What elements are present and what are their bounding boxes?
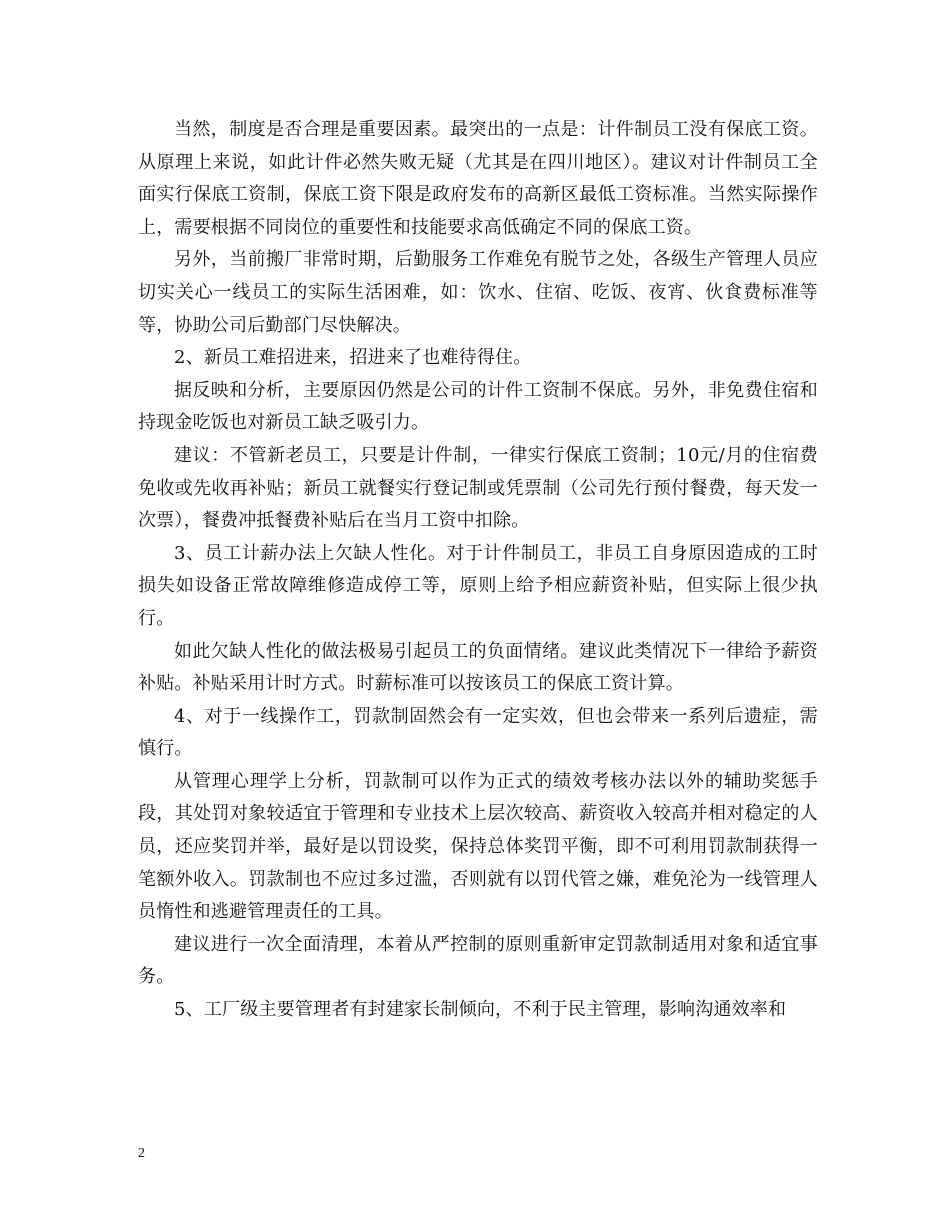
paragraph-guaranteed-wage: 当然，制度是否合理是重要因素。最突出的一点是：计件制员工没有保底工资。从原理上来说，如此计件必然失败无疑（尤其是在四川地区）。建议对计件制员工全面实行保底工资制，保底工资下限是政府发布的高新区最低工资标准。当然实际操作上，需要根据不同岗位的重要性和技能要求高低确定不同的保底工资。 — [138, 119, 818, 238]
paragraph-suggestion: 建议：不管新老员工，只要是计件制，一律实行保底工资制；10元/月的住宿费免收或先收再补贴；新员工就餐实行登记制或凭票制（公司先行预付餐费，每天发一次票），餐费冲抵餐费补贴后在当月工资中扣除。 — [138, 444, 818, 532]
heading-item-3: 3、员工计薪办法上欠缺人性化。对于计件制员工，非员工自身原因造成的工时损失如设备正常故障维修造成停工等，原则上给予相应薪资补贴，但实际上很少执行。 — [138, 542, 818, 629]
page-number: 2 — [138, 1146, 145, 1161]
paragraph-cleanup-suggestion: 建议进行一次全面清理，本着从严控制的原则重新审定罚款制适用对象和适宜事务。 — [138, 933, 818, 988]
heading-item-5: 5、工厂级主要管理者有封建家长制倾向，不利于民主管理，影响沟通效率和 — [174, 999, 787, 1021]
document-body — [138, 114, 818, 1027]
paragraph-analysis: 据反映和分析，主要原因仍然是公司的计件工资制不保底。另外，非免费住宿和持现金吃饭也对新员工缺乏吸引力。 — [138, 379, 818, 434]
heading-item-2: 2、新员工难招进来，招进来了也难待得住。 — [174, 347, 532, 369]
paragraph-logistics: 另外，当前搬厂非常时期，后勤服务工作难免有脱节之处，各级生产管理人员应切实关心一线员工的实际生活困难，如：饮水、住宿、吃饭、夜宵、伙食费标准等等，协助公司后勤部门尽快解决。 — [138, 249, 818, 336]
heading-item-4: 4、对于一线操作工，罚款制固然会有一定实效，但也会带来一系列后遗症，需慎行。 — [138, 705, 818, 760]
paragraph-management-psychology: 从管理心理学上分析，罚款制可以作为正式的绩效考核办法以外的辅助奖惩手段，其处罚对象较适宜于管理和专业技术上层次较高、薪资收入较高并相对稳定的人员，还应奖罚并举，最好是以罚设奖，保持总体奖罚平衡，即不可利用罚款制获得一笔额外收入。罚款制也不应过多过滥，否则就有以罚代管之嫌，难免沦为一线管理人员惰性和逃避管理责任的工具。 — [138, 770, 818, 923]
paragraph-humanization: 如此欠缺人性化的做法极易引起员工的负面情绪。建议此类情况下一律给予薪资补贴。补贴采用计时方式。时薪标准可以按该员工的保底工资计算。 — [138, 640, 818, 695]
